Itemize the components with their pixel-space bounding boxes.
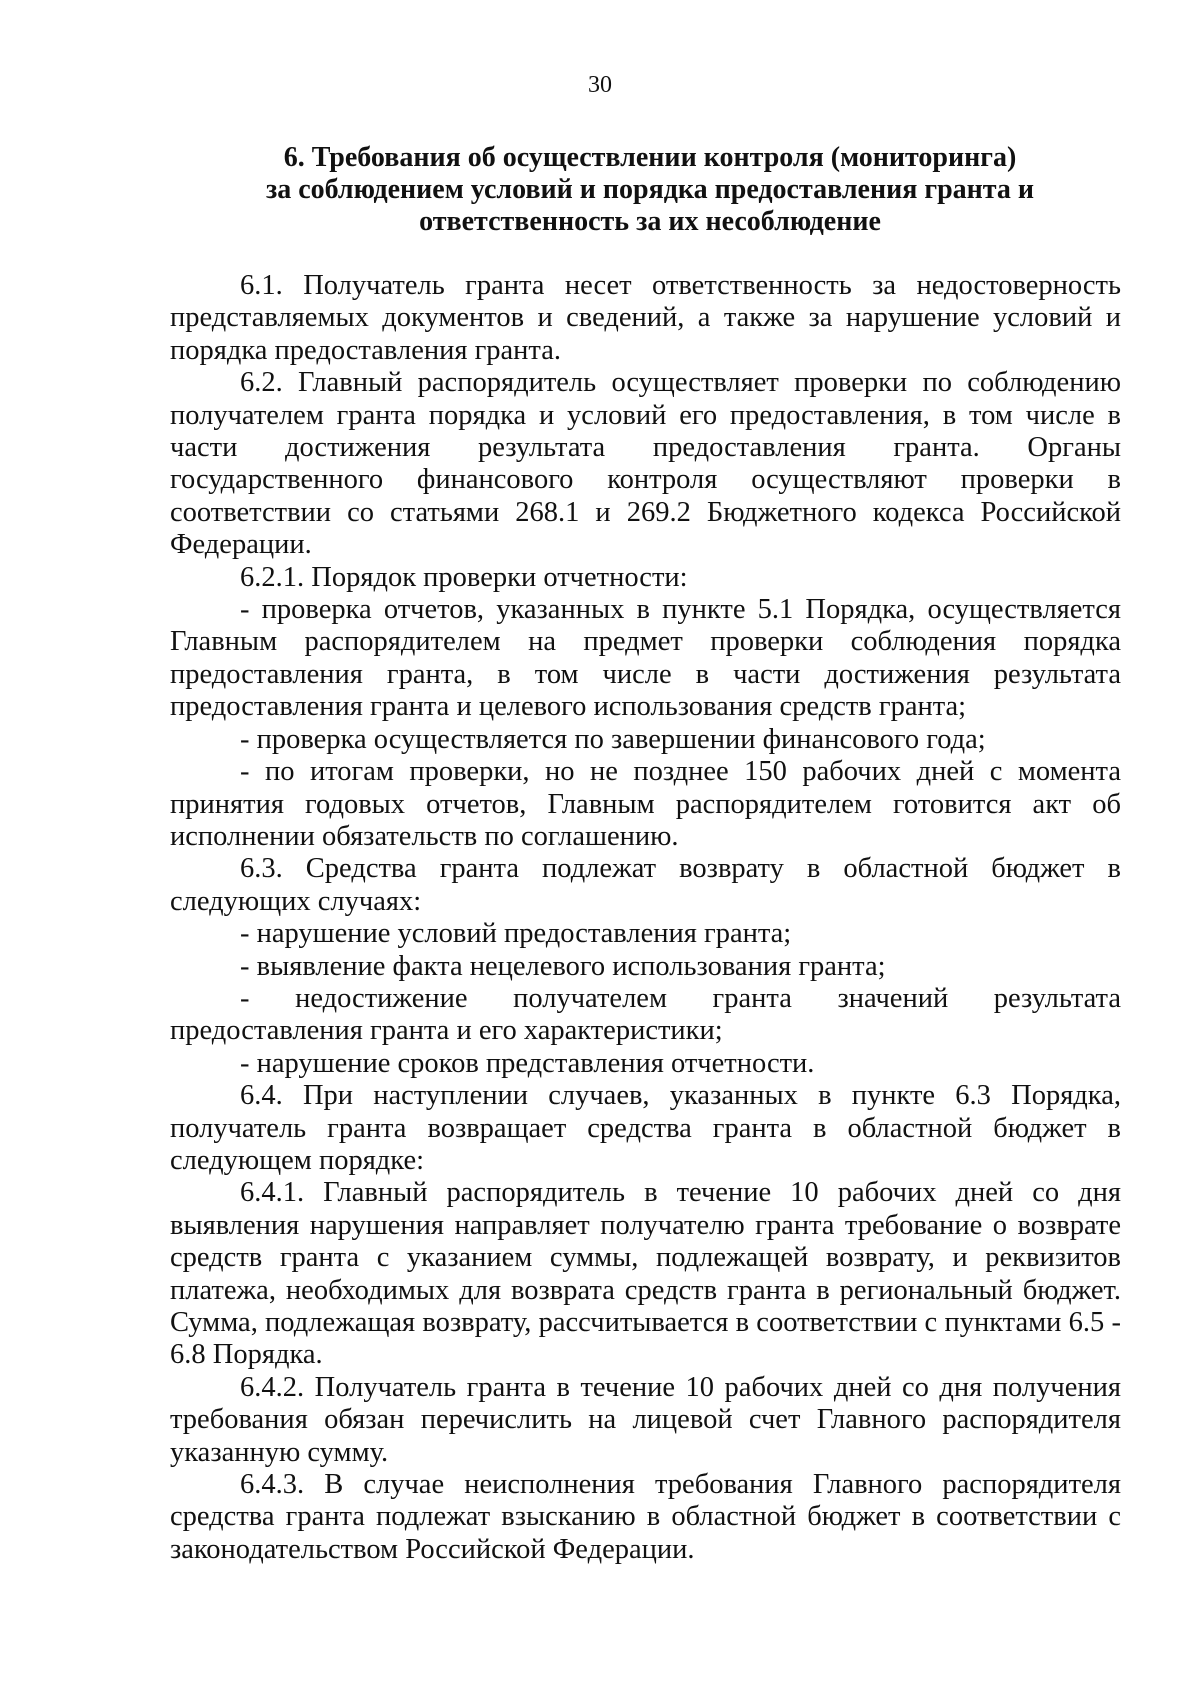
list-item: - выявление факта нецелевого использования гранта; [240, 950, 886, 982]
list-item: - по итогам проверки, но не позднее 150 рабочих дней с момента принятия годовых отчетов, Главным распорядителем готовится акт об исполнении обязательств по соглашению. [170, 756, 1121, 852]
heading-line-1: 6. Требования об осуществлении контроля (мониторинга) [283, 142, 1017, 173]
paragraph-6-2-1: 6.2.1. Порядок проверки отчетности: [240, 561, 688, 593]
list-item: - проверка отчетов, указанных в пункте 5.1 Порядка, осуществляется Главным распорядителем на предмет проверки соблюдения порядка предоставления гранта, в том числе в части достижения результата предоставления гранта и целевого использования средств гранта; [170, 594, 1121, 723]
list-item: - недостижение получателем гранта значений результата предоставления гранта и его характеристики; [170, 982, 1121, 1047]
paragraph-6-4-1: 6.4.1. Главный распорядитель в течение 10 рабочих дней со дня выявления нарушения направляет получателю гранта требование о возврате средств гранта с указанием суммы, подлежащей возврату, и реквизитов платежа, необходимых для возврата средств гранта в региональный бюджет. Сумма, подлежащая возврату, рассчитывается в соответствии с пунктами 6.5 - 6.8 Порядка. [170, 1177, 1121, 1371]
paragraph-6-4: 6.4. При наступлении случаев, указанных в пункте 6.3 Порядка, получатель гранта возвращает средства гранта в областной бюджет в следующем порядке: [170, 1080, 1121, 1176]
section-heading [170, 142, 1130, 238]
paragraph-6-3: 6.3. Средства гранта подлежат возврату в областной бюджет в следующих случаях: [170, 853, 1121, 917]
paragraph-6-2: 6.2. Главный распорядитель осуществляет проверки по соблюдению получателем гранта порядка и условий его предоставления, в том числе в части достижения результата предоставления гранта. Органы государственного финансового контроля осуществляют проверки в соответствии со статьями 268.1 и 269.2 Бюджетного кодекса Российской Федерации. [170, 367, 1121, 561]
paragraph-6-4-3: 6.4.3. В случае неисполнения требования Главного распорядителя средства гранта подлежат взысканию в областной бюджет в соответствии с законодательством Российской Федерации. [170, 1469, 1121, 1565]
list-item: - нарушение условий предоставления гранта; [240, 918, 792, 950]
document-body [170, 270, 1121, 1566]
page-number: 30 [588, 72, 612, 98]
paragraph-6-1: 6.1. Получатель гранта несет ответственность за недостоверность представляемых документов и сведений, а также за нарушение условий и порядка предоставления гранта. [170, 270, 1121, 366]
heading-line-2: за соблюдением условий и порядка предоставления гранта и [265, 174, 1035, 205]
list-item: - проверка осуществляется по завершении финансового года; [240, 723, 986, 755]
list-item: - нарушение сроков представления отчетности. [240, 1047, 815, 1079]
paragraph-6-4-2: 6.4.2. Получатель гранта в течение 10 рабочих дней со дня получения требования обязан перечислить на лицевой счет Главного распорядителя указанную сумму. [170, 1371, 1121, 1468]
heading-line-3: ответственность за их несоблюдение [419, 206, 881, 237]
